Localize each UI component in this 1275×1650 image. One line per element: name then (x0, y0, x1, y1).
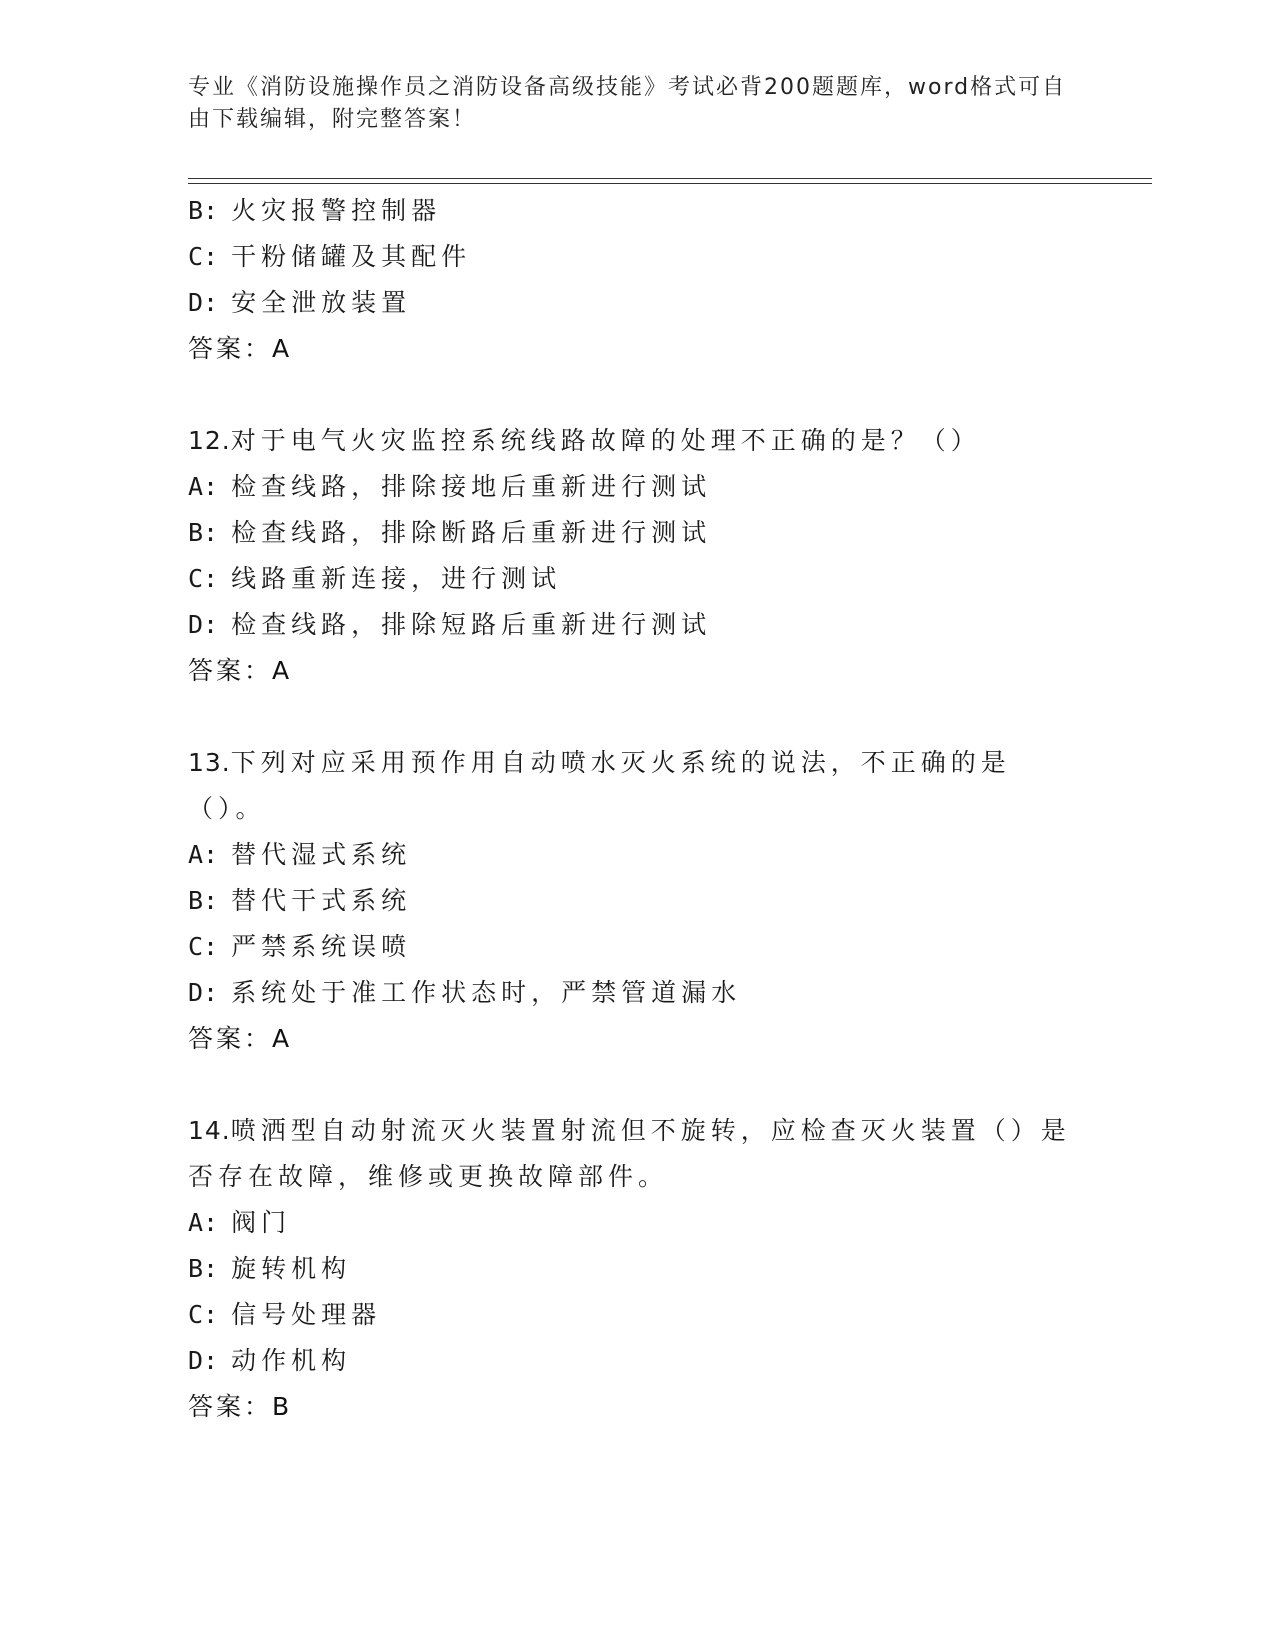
question-text: 下列对应采用预作用自动喷水灭火系统的说法，不正确的是（）。 (188, 748, 1011, 823)
option-line (188, 234, 1088, 280)
option-text: 严禁系统误喷 (231, 932, 412, 961)
answer-line: 答案：A (188, 656, 293, 685)
continued-question (188, 188, 1088, 372)
question-13 (188, 740, 1088, 1062)
option-text: 替代湿式系统 (231, 840, 412, 869)
option-line (188, 1292, 1088, 1338)
spacer (188, 694, 1088, 740)
option-text: 旋转机构 (231, 1254, 352, 1283)
option-line (188, 280, 1088, 326)
option-line (188, 1200, 1088, 1246)
option-text: 火灾报警控制器 (231, 196, 442, 225)
option-text: 检查线路，排除接地后重新进行测试 (231, 472, 712, 501)
question-14 (188, 1108, 1088, 1430)
option-key: A: (188, 1208, 219, 1237)
question-stem (188, 740, 1088, 832)
option-key: D: (188, 610, 219, 639)
option-key: C: (188, 932, 219, 961)
question-12 (188, 418, 1088, 694)
document-content (188, 188, 1088, 1430)
question-text: 喷洒型自动射流灭火装置射流但不旋转，应检查灭火装置（）是否存在故障，维修或更换故障部件。 (188, 1116, 1071, 1191)
option-text: 替代干式系统 (231, 886, 412, 915)
option-key: B: (188, 518, 219, 547)
option-line (188, 1246, 1088, 1292)
option-line (188, 556, 1088, 602)
answer-line: 答案：A (188, 334, 293, 363)
option-line (188, 1338, 1088, 1384)
option-line (188, 832, 1088, 878)
option-key: B: (188, 1254, 219, 1283)
question-text: 对于电气火灾监控系统线路故障的处理不正确的是？（） (230, 426, 981, 455)
option-line (188, 878, 1088, 924)
question-number: 13. (188, 748, 231, 777)
option-key: C: (188, 242, 219, 271)
option-key: A: (188, 840, 219, 869)
option-line (188, 188, 1088, 234)
option-text: 检查线路，排除短路后重新进行测试 (231, 610, 712, 639)
option-key: D: (188, 1346, 219, 1375)
option-line (188, 464, 1088, 510)
option-line (188, 510, 1088, 556)
option-key: C: (188, 564, 219, 593)
option-key: B: (188, 196, 219, 225)
option-text: 动作机构 (231, 1346, 352, 1375)
option-key: D: (188, 978, 219, 1007)
option-key: B: (188, 886, 219, 915)
option-text: 线路重新连接，进行测试 (231, 564, 562, 593)
option-key: A: (188, 472, 219, 501)
option-key: C: (188, 1300, 219, 1329)
option-text: 系统处于准工作状态时，严禁管道漏水 (231, 978, 742, 1007)
question-stem (188, 1108, 1088, 1200)
answer-line: 答案：A (188, 1024, 293, 1053)
option-line (188, 924, 1088, 970)
question-stem (188, 418, 1088, 464)
option-text: 干粉储罐及其配件 (231, 242, 472, 271)
header-rule-top (188, 178, 1152, 179)
header-rule-bottom (188, 183, 1152, 184)
option-text: 阀门 (231, 1208, 292, 1237)
option-line (188, 970, 1088, 1016)
option-text: 安全泄放装置 (231, 288, 412, 317)
option-text: 信号处理器 (231, 1300, 382, 1329)
option-key: D: (188, 288, 219, 317)
document-header: 专业《消防设施操作员之消防设备高级技能》考试必背200题题库，word格式可自由下载编辑，附完整答案！ (188, 75, 1067, 132)
question-number: 14. (188, 1116, 231, 1145)
option-text: 检查线路，排除断路后重新进行测试 (231, 518, 712, 547)
option-line (188, 602, 1088, 648)
spacer (188, 1062, 1088, 1108)
question-number: 12. (188, 426, 231, 455)
spacer (188, 372, 1088, 418)
answer-line: 答案：B (188, 1392, 293, 1421)
